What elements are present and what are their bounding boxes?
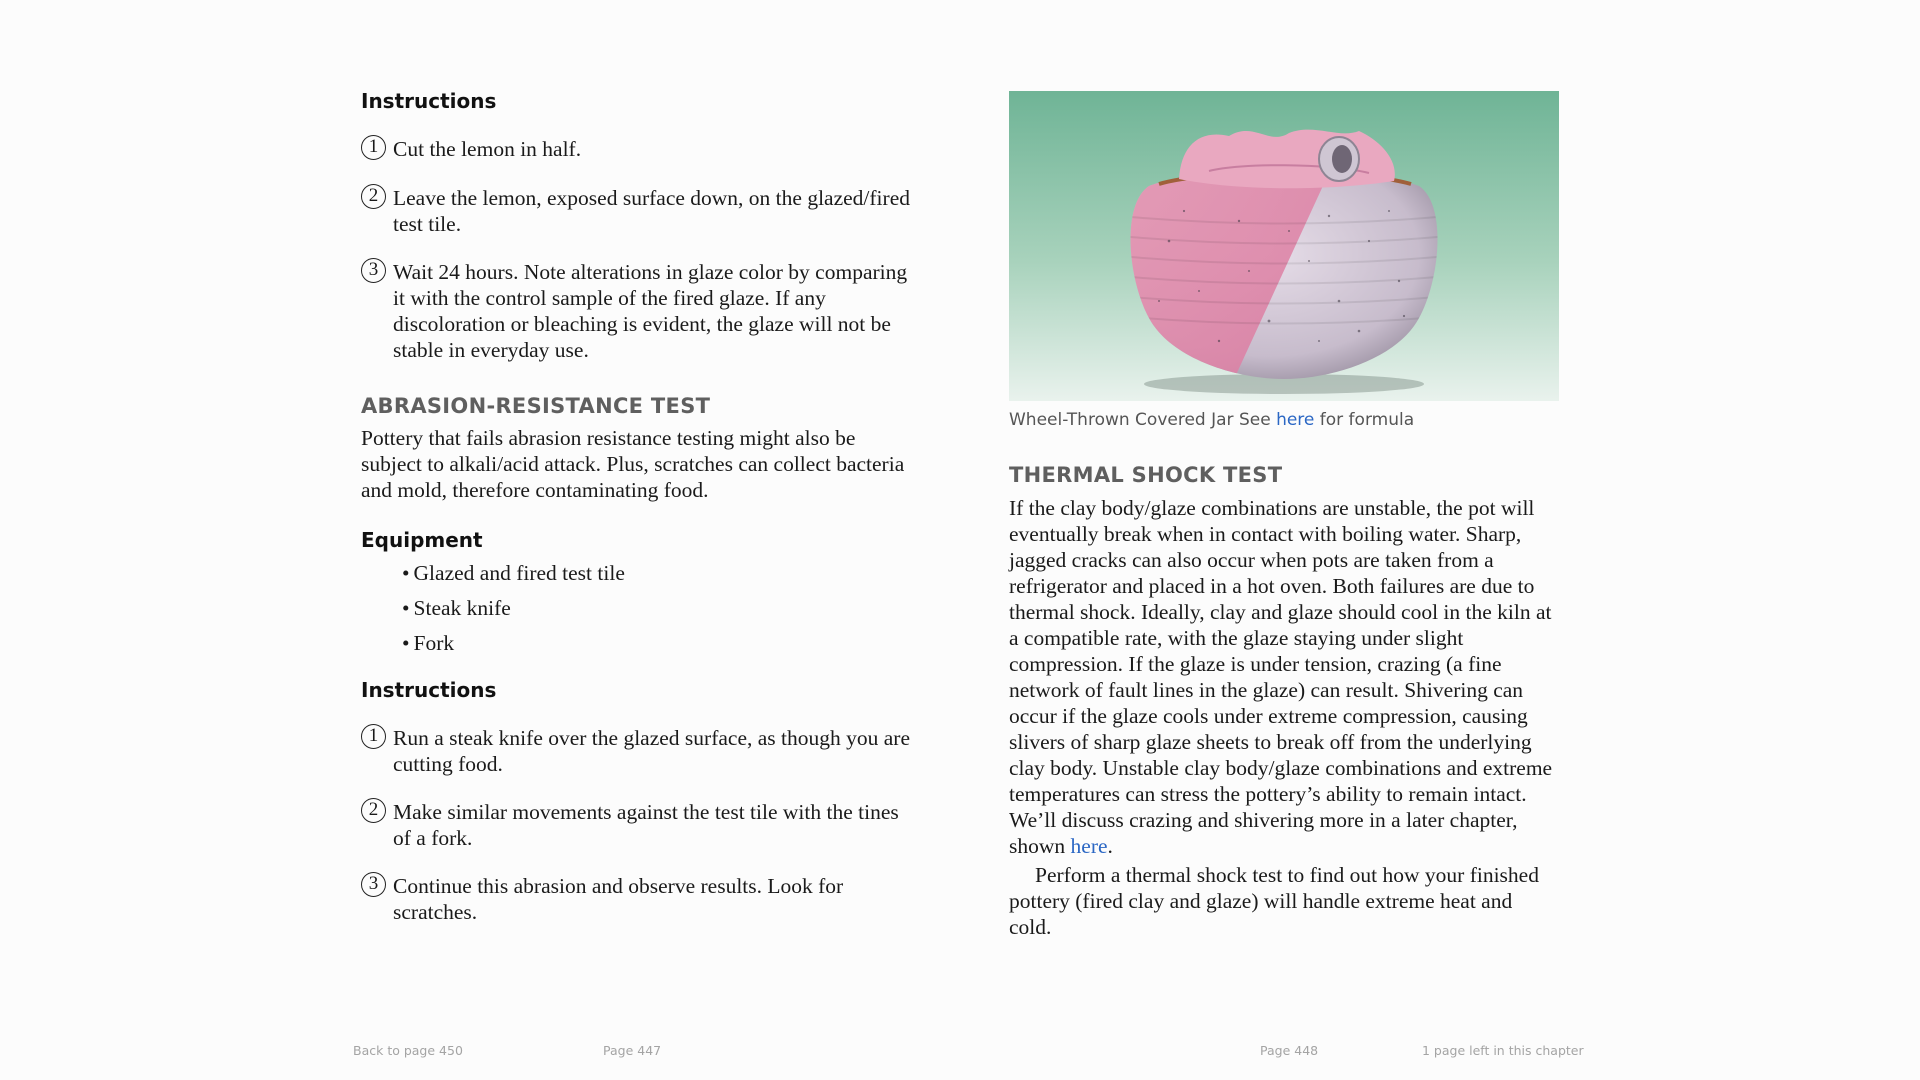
thermal-paragraph-2: Perform a thermal shock test to find out how your finished pottery (fired clay and glaze) will handle extreme heat and cold.	[1009, 863, 1539, 939]
equipment-heading: Equipment	[361, 528, 483, 552]
instruction-step-2	[361, 185, 911, 237]
thermal-shock-heading: THERMAL SHOCK TEST	[1009, 463, 1283, 487]
step-text: Continue this abrasion and observe results. Look for scratches.	[393, 874, 844, 924]
abrasion-paragraph: Pottery that fails abrasion resistance testing might also be subject to alkali/acid attack. Plus, scratches can collect bacteria and mold, therefore contaminating food.	[361, 426, 905, 502]
step-number-badge: 3	[361, 872, 386, 897]
back-to-page-link[interactable]: Back to page 450	[353, 1043, 463, 1058]
step-number-badge: 1	[361, 724, 386, 749]
chapter-pages-remaining: 1 page left in this chapter	[1422, 1043, 1584, 1058]
abrasion-resistance-heading: ABRASION-RESISTANCE TEST	[361, 394, 711, 418]
instructions-heading: Instructions	[361, 678, 497, 702]
instruction-step-3	[361, 259, 911, 363]
step-text: Leave the lemon, exposed surface down, on the glazed/fired test tile.	[393, 186, 910, 236]
equipment-item-text: Steak knife	[413, 596, 511, 620]
step-text: Run a steak knife over the glazed surface, as though you are cutting food.	[393, 726, 910, 776]
step-text: Make similar movements against the test tile with the tines of a fork.	[393, 800, 899, 850]
equipment-item: • Glazed and fired test tile	[402, 561, 625, 585]
caption-text: Wheel-Thrown Covered Jar See	[1009, 410, 1277, 430]
step-number-badge: 1	[361, 135, 386, 160]
step-number-badge: 3	[361, 258, 386, 283]
caption-text-suffix: for formula	[1314, 410, 1415, 430]
equipment-item: • Fork	[402, 631, 455, 655]
instruction-step-1	[361, 725, 911, 777]
thermal-paragraph-1-text: If the clay body/glaze combinations are unstable, the pot will eventually break when in contact with boiling water. Sharp, jagged cracks can also occur when pots are taken from a refrigerator and placed in a hot oven. Both failures are due to thermal shock. Ideally, clay and glaze should cool in the kiln at a compatible rate, with the glaze staying under slight compression. If the glaze is under tension, crazing (a fine network of fault lines in the glaze) can result. Shivering can occur if the glaze cools under extreme compression, causing slivers of sharp glaze sheets to break off from the underlying clay body. Unstable clay body/glaze combinations and extreme temperatures can stress the pottery’s ability to remain intact. We’ll discuss crazing and shivering more in a later chapter, shown	[1009, 496, 1553, 858]
step-text: Cut the lemon in half.	[393, 137, 582, 161]
thermal-paragraph-1-end: .	[1107, 834, 1113, 858]
chapter-here-link[interactable]: here	[1070, 834, 1108, 858]
step-number-badge: 2	[361, 798, 386, 823]
left-page-number: Page 447	[603, 1043, 662, 1058]
instructions-heading: Instructions	[361, 89, 497, 113]
equipment-item: • Steak knife	[402, 596, 511, 620]
thermal-paragraph-1	[1009, 495, 1559, 859]
covered-jar-image	[1009, 91, 1559, 401]
instruction-step-2	[361, 799, 911, 851]
image-caption	[1009, 410, 1414, 430]
equipment-item-text: Fork	[413, 631, 455, 655]
instruction-step-3	[361, 873, 911, 925]
jar-photo	[1009, 91, 1559, 401]
caption-here-link[interactable]: here	[1276, 410, 1315, 430]
right-page-number: Page 448	[1260, 1043, 1319, 1058]
step-number-badge: 2	[361, 184, 386, 209]
step-text: Wait 24 hours. Note alterations in glaze color by comparing it with the control sample of the fired glaze. If any discoloration or bleaching is evident, the glaze will not be stable in everyday use.	[393, 260, 908, 362]
equipment-item-text: Glazed and fired test tile	[413, 561, 625, 585]
instruction-step-1	[361, 136, 911, 162]
